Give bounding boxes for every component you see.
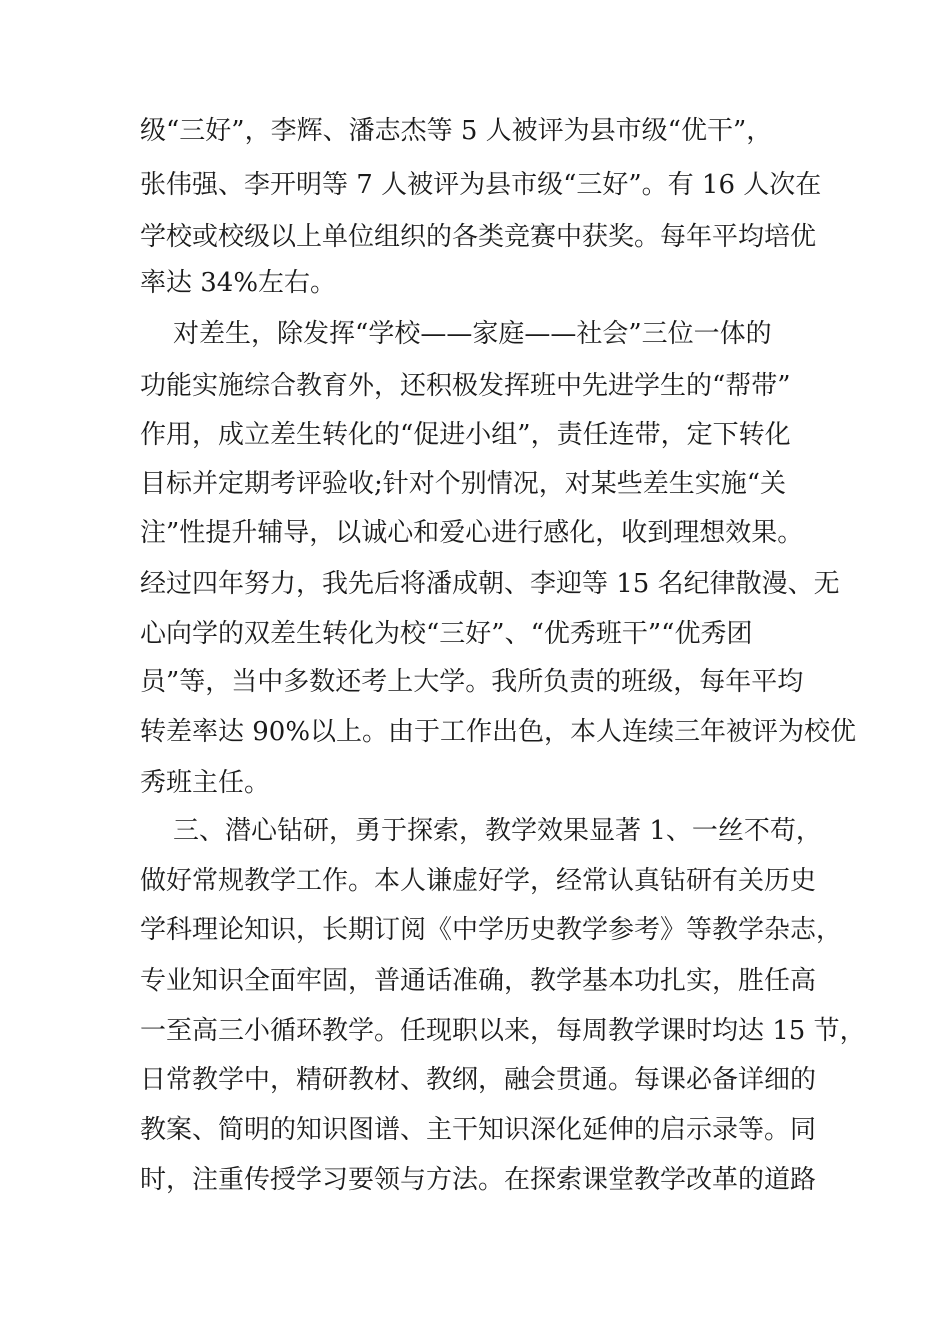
text-line: 张伟强、李开明等 7 人被评为县市级“三好”。有 16 人次在 xyxy=(140,170,822,200)
text-line: 率达 34%左右。 xyxy=(140,268,337,298)
text-line: 时，注重传授学习要领与方法。在探索课堂教学改革的道路 xyxy=(140,1165,817,1195)
text-line: 专业知识全面牢固，普通话准确，教学基本功扎实，胜任高 xyxy=(140,966,817,996)
text-line: 功能实施综合教育外，还积极发挥班中先进学生的“帮带” xyxy=(140,371,791,401)
text-line: 秀班主任。 xyxy=(140,768,271,798)
text-line: 一至高三小循环教学。任现职以来，每周教学课时均达 15 节， xyxy=(140,1016,866,1046)
text-line: 学校或校级以上单位组织的各类竞赛中获奖。每年平均培优 xyxy=(140,222,817,252)
text-line: 员”等，当中多数还考上大学。我所负责的班级，每年平均 xyxy=(140,667,804,697)
text-line: 做好常规教学工作。本人谦虚好学，经常认真钻研有关历史 xyxy=(140,866,817,896)
text-line: 作用，成立差生转化的“促进小组”，责任连带，定下转化 xyxy=(140,420,791,450)
text-line: 三、潜心钻研，勇于探索，教学效果显著 1、一丝不苟， xyxy=(140,816,822,846)
text-line: 日常教学中，精研教材、教纲，融会贯通。每课必备详细的 xyxy=(140,1065,817,1095)
text-line: 级“三好”，李辉、潘志杰等 5 人被评为县市级“优干”， xyxy=(140,116,773,146)
text-line: 目标并定期考评验收;针对个别情况，对某些差生实施“关 xyxy=(140,469,787,499)
text-line: 经过四年努力，我先后将潘成朝、李迎等 15 名纪律散漫、无 xyxy=(140,569,840,599)
text-line: 转差率达 90%以上。由于工作出色，本人连续三年被评为校优 xyxy=(140,717,857,747)
text-line: 对差生，除发挥“学校——家庭——社会”三位一体的 xyxy=(140,319,772,349)
text-line: 心向学的双差生转化为校“三好”、“优秀班干”“优秀团 xyxy=(140,619,753,649)
text-line: 教案、简明的知识图谱、主干知识深化延伸的启示录等。同 xyxy=(140,1115,817,1145)
text-line: 学科理论知识，长期订阅《中学历史教学参考》等教学杂志， xyxy=(140,915,843,945)
text-line: 注”性提升辅导，以诚心和爱心进行感化，收到理想效果。 xyxy=(140,518,804,548)
